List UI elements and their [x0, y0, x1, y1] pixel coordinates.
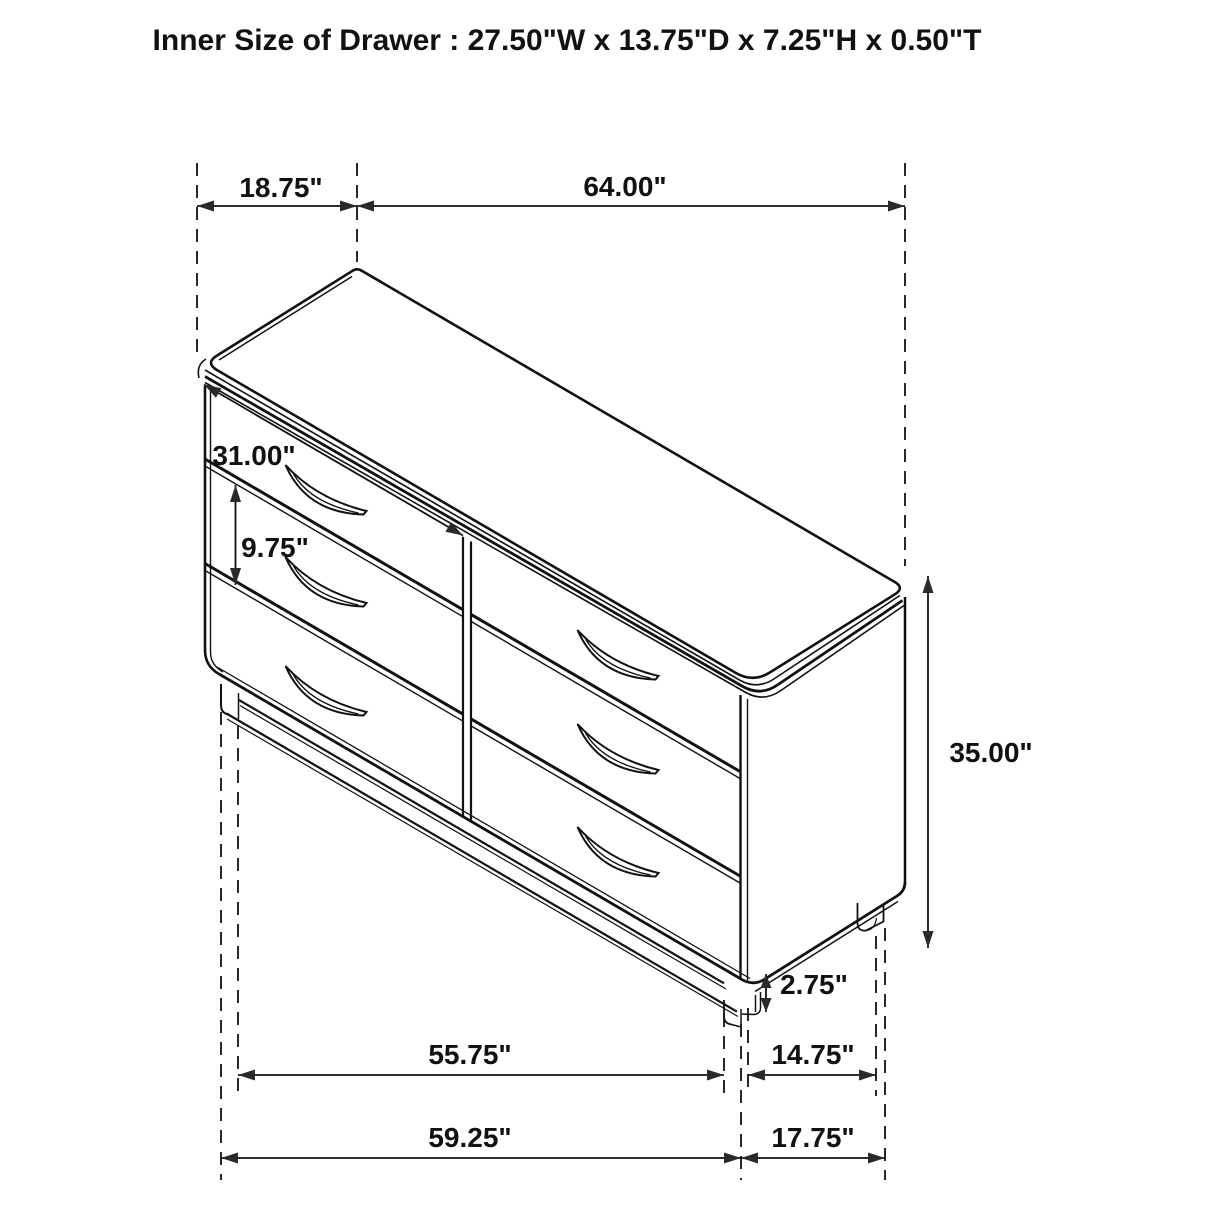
dim-label-top-depth: 18.75"	[239, 172, 323, 203]
dim-label-side-base-depth: 17.75"	[771, 1122, 855, 1153]
dim-label-drawer-front-height: 9.75"	[241, 532, 309, 563]
dim-label-front-leg-span: 55.75"	[428, 1039, 512, 1070]
dim-top-depth	[197, 172, 357, 212]
dim-side-leg-span	[748, 1039, 876, 1081]
front-left-leg	[221, 684, 229, 715]
dim-label-base-height: 2.75"	[780, 969, 848, 1000]
dim-front-leg-span	[238, 1039, 724, 1081]
dim-label-overall-height: 35.00"	[949, 737, 1033, 768]
dim-label-top-width: 64.00"	[583, 171, 667, 202]
dresser-drawing	[198, 268, 905, 1027]
dim-label-drawer-bank-width: 31.00"	[212, 440, 296, 471]
dim-base-height	[761, 969, 848, 1012]
corner-wrap-arc	[198, 359, 206, 378]
dim-label-side-leg-span: 14.75"	[771, 1039, 855, 1070]
dim-side-base-depth	[741, 1122, 885, 1164]
dim-label-front-base-width: 59.25"	[428, 1122, 512, 1153]
page-title: Inner Size of Drawer : 27.50"W x 13.75"D x 7.25"H x 0.50"T	[152, 24, 982, 57]
dim-front-base-width	[221, 1122, 741, 1164]
dim-top-width	[357, 171, 905, 212]
dim-overall-height	[923, 576, 1033, 948]
